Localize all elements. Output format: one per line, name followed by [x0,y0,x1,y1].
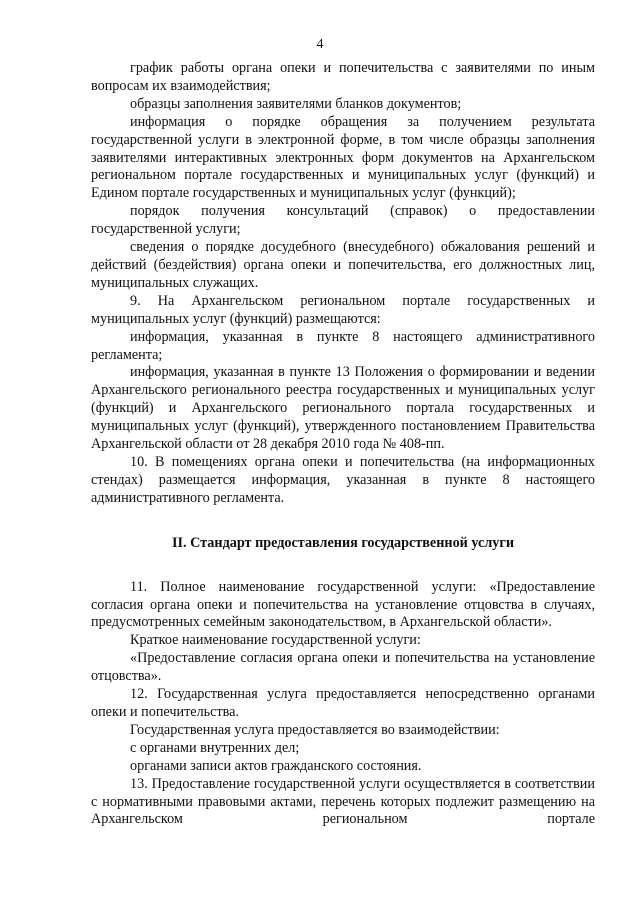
paragraph: 11. Полное наименование государственной услуги: «Предоставление согласия органа опеки и попечительства на установление отцовства в случаях, предусмотренных семейным законодательством, в Архангельской области». [91,578,595,631]
paragraph: сведения о порядке досудебного (внесудебного) обжалования решений и действий (бездействия) органа опеки и попечительства, его должностных лиц, муниципальных служащих. [91,239,595,291]
paragraph: информация, указанная в пункте 13 Положения о формировании и ведении Архангельского регионального реестра государственных и муниципальных услуг (функций) и Архангельского регионального портала государственных и муниципальных услуг (функций), утвержденного постановлением Правительства Архангельской области от 28 декабря 2010 года № 408-пп. [91,364,595,453]
paragraph: «Предоставление согласия органа опеки и попечительства на установление отцовства». [91,650,595,685]
paragraph: порядок получения консультаций (справок) о предоставлении государственной услуги; [91,203,595,238]
paragraph: Государственная услуга предоставляется во взаимодействии: [130,721,500,738]
paragraph: с органами внутренних дел; [130,739,300,756]
document-body [91,60,595,829]
paragraph: 10. В помещениях органа опеки и попечительства (на информационных стендах) размещается информация, указанная в пункте 8 настоящего административного регламента. [91,453,595,506]
paragraph: образцы заполнения заявителями бланков документов; [130,95,462,112]
paragraph: информация, указанная в пункте 8 настоящего административного регламента; [91,328,595,363]
section-heading: II. Стандарт предоставления государственной услуги [171,534,515,551]
page-number: 4 [316,37,324,52]
paragraph: органами записи актов гражданского состояния. [130,757,422,774]
paragraph: 12. Государственная услуга предоставляется непосредственно органами опеки и попечительства. [91,686,595,720]
paragraph: график работы органа опеки и попечительства с заявителями по иным вопросам их взаимодействия; [91,60,595,94]
paragraph: 9. На Архангельском региональном портале государственных и муниципальных услуг (функций) размещаются: [91,292,595,327]
paragraph: 13. Предоставление государственной услуги осуществляется в соответствии с нормативными правовыми актами, перечень которых подлежит размещению на Архангельском региональном портале [91,775,595,828]
paragraph: Краткое наименование государственной услуги: [130,632,421,649]
paragraph: информация о порядке обращения за получением результата государственной услуги в электронной форме, в том числе образцы заполнения заявителями интерактивных электронных форм документов на Архангельском региональном портале государственных и муниципальных услуг (функций) и Едином портале государственных и муниципальных услуг (функций); [91,113,595,202]
